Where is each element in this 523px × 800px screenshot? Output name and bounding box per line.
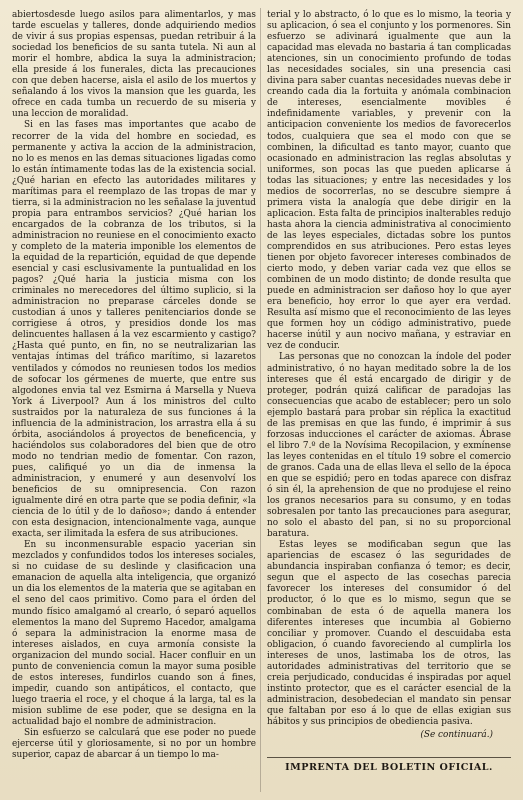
paragraph: abiertosdesde luego asilos para alimentarlos, y mas tarde escuelas y talleres, donde adquiriendo medios de vivir á sus propias espensas, puedan retribuir á la sociedad los beneficios de su santa tutela. Ni aun al morir el hombre, abdica la suya la administracion; ella preside á los funerales, dicta las precauciones con que deben hacerse, aisla el asilo de los muertos y señalando á los vivos la mansion que les guarda, les ofrece en cada tumba un recuerdo de su miseria y una leccion de moralidad. [12, 10, 256, 120]
left-column [12, 10, 256, 761]
paragraph: Las personas que no conozcan la índole del poder administrativo, ó no hayan meditado sobre la de los intereses que él está encargado de dirigir y de proteger, podrán quizá calificar de paradojas las consecuencias que acabo de establecer; pero un solo ejemplo bastará para probar sin réplica la exactitud de las premisas en que las fundo, é imprimir á sus forzosas inducciones el carácter de axiomas. Ábrase el libro 7.º de la Novísima Recopilacion, y exmínense las leyes contenidas en el título 19 sobre el comercio de granos. Cada una de ellas lleva el sello de la época en que se espidió; pero en todas aparece con disfraz ó sin él, la aprehension de que no produjese el reino los granos necesarios para su consumo, y en todas sobresalen por tanto las precauciones para asegurar, no solo el abasto del pan, si no su proporcional baratura. [267, 352, 511, 540]
paragraph: terial y lo abstracto, ó lo que es lo mismo, la teoria y su aplicacion, ó sea el conjunto y los pormenores. Sin esfuerzo se adivinará igualmente que aun la capacidad mas elevada no bastaria á tan complicadas atenciones, sin un conocimiento profundo de todas las necesidades sociales, sin una presencia casi divina para saber cuantas necesidades nuevas debe ir creando cada dia la fortuita y anómala combinacion de intereses, esencialmente movibles é indefinidamente variables, y prevenir con la anticipacion conveniente los medios de favorecerlos todos, cualquiera que sea el modo con que se combinen, la dificultad es tanto mayor, cuanto que ocasionado en administracion las reglas absolutas y uniformes, son pocas las que pueden aplicarse á todas las situaciones; y entre las necesidades y los medios de socorrerlas, no se descubre siempre á primera vista la analogía que debe dirigir en la aplicacion. Esta falta de principios inalterables redujo hasta ahora la ciencia administrativa al conocimiento de las leyes especiales, dictadas sobre los puntos comprendidos en sus atribuciones. Pero estas leyes tienen por objeto favorecer intereses combinados de cierto modo, y deben variar cada vez que ellos se combinen de un modo distinto; de donde resulta que puede en administracion ser dañoso hoy lo que ayer era beneficio, hoy error lo que ayer era verdad. Resulta así mismo que el reconocimiento de las leyes que formen hoy un código administrativo, puede hacerse inútil y aun nocivo mañana, y estraviar en vez de conducir. [267, 10, 511, 352]
printer-imprint: IMPRENTA DEL BOLETIN OFICIAL. [267, 757, 511, 773]
paragraph: En su inconmensurable espacio yacerian sin mezclados y confundidos todos los intereses sociales, si no cuidase de su deslinde y clasificacion una emanacion de aquella alta inteligencia, que organizó un dia los elementos de la materia que se agitaban en el seno del caos primitivo. Como para el órden del mundo físico amalgamó al crearlo, ó separó aquellos elementos la mano del Supremo Hacedor, amalgama ó separa la administracion la enorme masa de intereses aislados, en cuya armonía consiste la organizacion del mundo social. Hacer confluir en un punto de conveniencia comun la mayor suma posible de estos intereses, fundirlos cuando son á fines, impedir, cuando son antipáticos, el contacto, que luego traeria el roce, y el choque á la larga, tal es la mision sublime de ese poder, que se designa en la actualidad bajo el nombre de administracion. [12, 540, 256, 727]
right-column [267, 10, 511, 741]
column-divider [260, 8, 261, 792]
continued-note: (Se continuará.) [420, 730, 493, 741]
paragraph: Si en las fases mas importantes que acabo de recorrer de la vida del hombre en sociedad, es permanente y activa la accion de la administracion, no lo es menos en las demas situaciones ligadas como lo están íntimamente todas las de la existencia social. ¿Qué harian en efecto las autoridades militares y marítimas para el reemplazo de las tropas de mar y tierra, si la administracion no les señalase la juventud propia para entrambos servicios? ¿Qué harian los encargados de la cobranza de los tributos, si la administracion no reuniese en el conocimiento exacto y completo de la materia imponible los elementos de la equidad de la repartición, equidad de que depende esencial y casi esclusivamente la puntualidad en los pagos? ¿Qué haria la justicia misma con los criminales no merecedores del último suplicio, si la administracion no preparase cárceles donde se custodian á unos y talleres penitenciarios donde se corrigiese á otros, y presidios donde los mas delincuentes hallasen á la vez escarmiento y castigo? ¿Hasta qué punto, en fin, no se neutralizarian las ventajas íntimas del tráfico marítimo, si lazaretos ventilados y cómodos no reuniesen todos los medios de sofocar los gérmenes de muerte, que entre sus algodones envia tal vez Esmirna á Marsella y Nueva York á Liverpool? Aun á los ministros del culto sustraidos por la naturaleza de sus funciones á la influencia de la administracion, los arrastra ella á su órbita, asociándolos á proyectos de beneficencia, y haciéndolos sus colaboradores del bien que de otro modo no tendrian medio de fomentar. Con razon, pues, califiqué yo un dia de inmensa la administracion, y enumeré y aun desenvolví los beneficios de su omnipresencia. Con razon igualmente diré en otra parte que se podia definir, «la ciencia de lo útil y de lo dañoso»; dando á entender con esta designacion, intencionalmente vaga, aunque exacta, ser ilimitada la esfera de sus atribuciones. [12, 120, 256, 540]
paragraph: Sin esfuerzo se calculará que ese poder no puede ejercerse útil y gloriosamente, si no por un hombre superior, capaz de abarcar á un tiempo lo ma- [12, 728, 256, 761]
paragraph: Estas leyes se modificaban segun que las apariencias de escasez ó las seguridades de abundancia inspiraban confianza ó temor; es decir, segun que el aspecto de las cosechas parecia favorecer los intereses del consumidor ó del productor, ó lo que es lo mismo, segun que se combinaban de esta ó de aquella manera los diferentes intereses que incumbia al Gobierno conciliar y promover. Cuando el descuidaba esta obligacion, ó cuando favoreciendo al cumplirla los intereses de unos, lastimaba los de otros, las autoridades administrativas del territorio que se creia perjudicado, conducidas é inspiradas por aquel instinto protector, que es el carácter esencial de la administracion, desobedecian el mandato sin pensar que faltaban por eso á lo que de ellas exigian sus hábitos y sus principios de obediencia pasiva. [267, 540, 511, 727]
